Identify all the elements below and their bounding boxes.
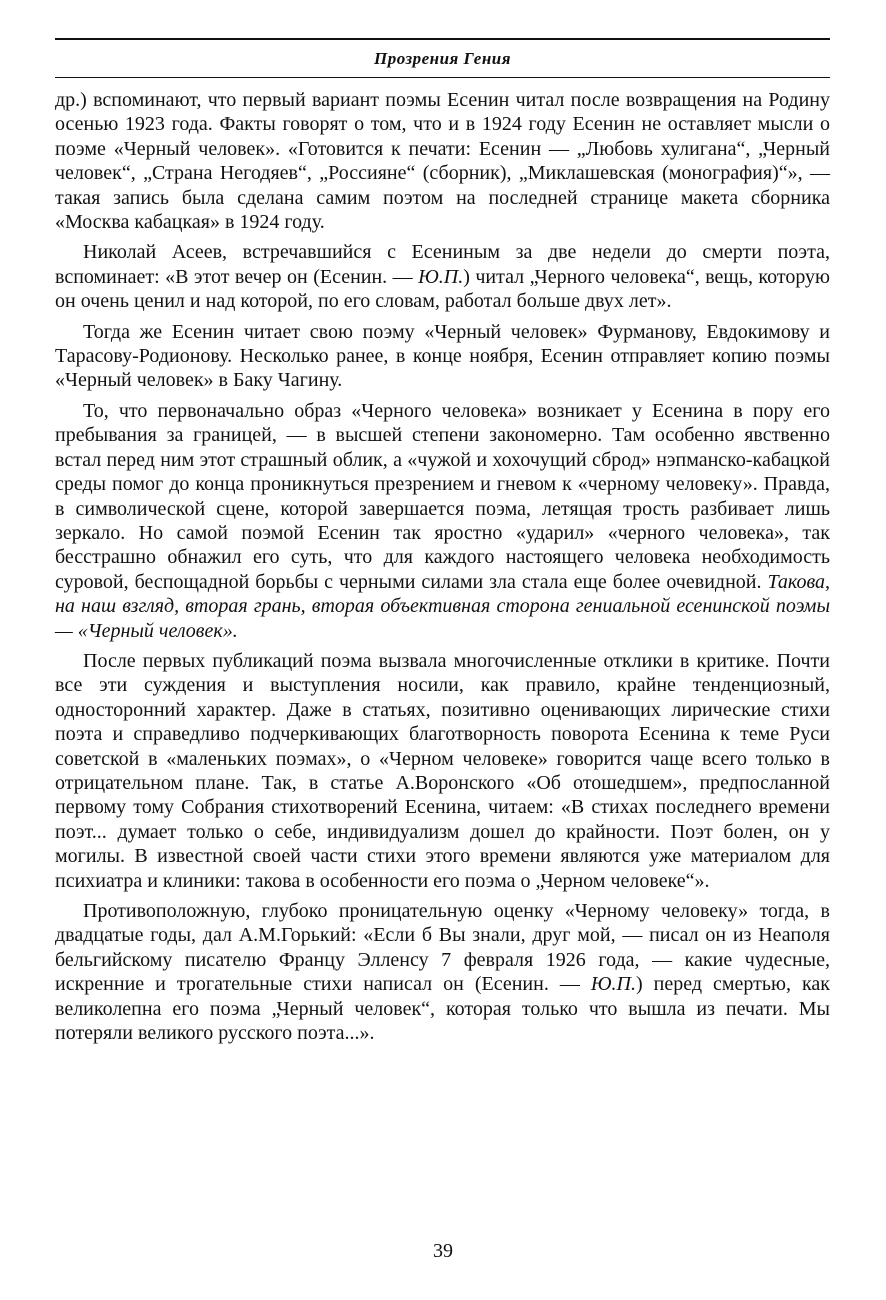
paragraph-6-initials: Ю.П. <box>590 973 636 996</box>
paragraph-1: др.) вспоминают, что первый вариант поэмы Есенин читал после возвращения на Родину осенью 1923 года. Факты говорят о том, что и в 1924 году Есенин не оставляет мысли о поэме «Черный человек». «Готовится к печати: Есенин — „Любовь хулигана“, „Черный человек“, „Страна Негодяев“, „Россияне“ (сборник), „Миклашевская (монография)“», — такая запись была сделана самим поэтом на последней странице макета сборника «Москва кабацкая» в 1924 году. <box>55 89 830 234</box>
paragraph-2-part-1: Николай Асеев, встречавшийся с Есениным за две недели до смерти поэта, вспоминает: «В этот вечер он (Есенин. — <box>55 241 830 288</box>
paragraph-6-part-2: ) перед смертью, как великолепна его поэма „Черный человек“, которая только что вышла из печати. Мы потеряли великого русского поэта...». <box>55 973 830 1045</box>
paragraph-2-initials: Ю.П. <box>418 265 464 288</box>
paragraph-5: После первых публикаций поэма вызвала многочисленные отклики в критике. Почти все эти суждения и выступления носили, как правило, крайне тенденциозный, односторонний характер. Даже в статьях, позитивно оценивающих лирические стихи поэта и справедливо подчеркивающих благотворность поворота Есенина к теме Руси советской в «маленьких поэмах», о «Черном человеке» говорится чаще всего только в отрицательном плане. Так, в статье А.Воронского «Об отошедшем», предпосланной первому тому Собрания стихотворений Есенина, читаем: «В стихах последнего времени поэт... думает только о себе, индивидуализм дошел до крайности. Поэт болен, он у могилы. В известной своей части стихи этого времени являются уже материалом для психиатра и клиники: такова в особенности его поэма о „Черном человеке“». <box>55 649 830 892</box>
paragraph-3: Тогда же Есенин читает свою поэму «Черный человек» Фурманову, Евдокимову и Тарасову-Родионову. Несколько ранее, в конце ноября, Есенин отправляет копию поэмы «Черный человек» в Баку Чагину. <box>55 320 830 392</box>
paragraph-2 <box>55 240 830 313</box>
paragraph-4-part-1: То, что первоначально образ «Черного человека» возникает у Есенина в пору его пребывания за границей, — в высшей степени закономерно. Там особенно явственно встал перед ним этот страшный облик, а «чужой и хохочущий сброд» нэпманско-кабацкой среды помог до конца проникнуться презрением и гневом к «черному человеку». Правда, в символической сцене, которой завершается поэма, летящая трость разбивает лишь зеркало. Но самой поэмой Есенин так яростно «ударил» «черного человека», так бесстрашно обнажил его суть, что для каждого настоящего человека необходимость суровой, беспощадной борьбы с черными силами зла стала еще более очевидной. <box>55 399 830 593</box>
page <box>55 38 830 1051</box>
paragraph-6 <box>55 899 830 1045</box>
paragraph-6-part-1: Противоположную, глубоко проницательную оценку «Черному человеку» тогда, в двадцатые годы, дал А.М.Горький: «Если б Вы знали, друг мой, — писал он из Неаполя бельгийскому писателю Францу Элленсу 7 февраля 1926 года, — какие чудесные, искренние и трогательные стихи написал он (Есенин. — <box>55 900 830 996</box>
paragraph-2-part-2: ) читал „Черного человека“, вещь, которую он очень ценил и над которой, по его словам, работал больше двух лет». <box>55 265 830 313</box>
body-text <box>55 88 830 1045</box>
header-bottom-rule <box>55 77 830 78</box>
running-head: Прозрения Гения <box>373 49 512 68</box>
paragraph-4-italic-conclusion: Такова, на наш взгляд, вторая грань, вторая объективная сторона гениальной есенинской поэмы — «Черный человек». <box>55 570 830 642</box>
paragraph-4 <box>55 399 830 643</box>
page-number: 39 <box>433 1240 453 1262</box>
